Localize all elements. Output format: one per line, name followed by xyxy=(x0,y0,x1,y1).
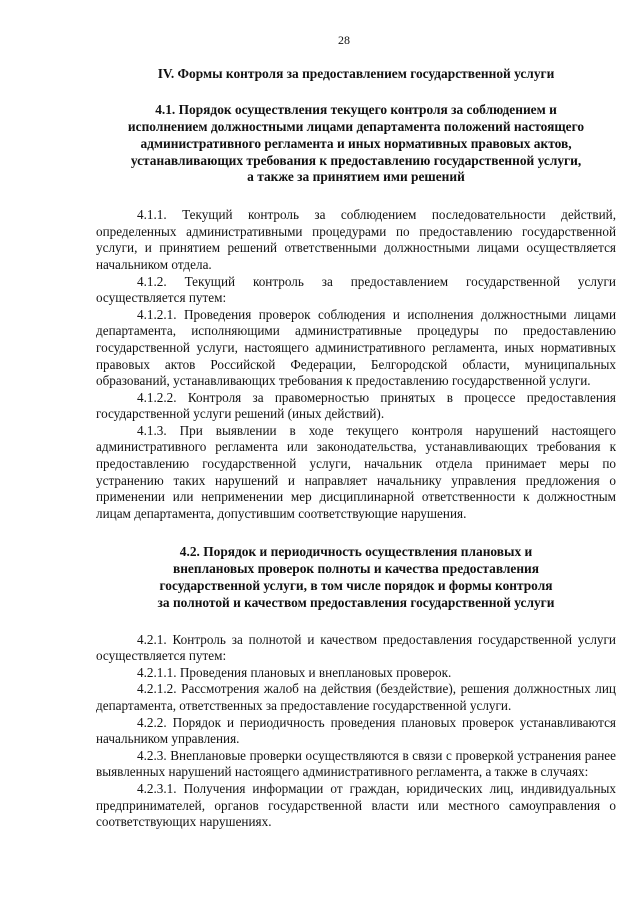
paragraph-4-2-3-1: 4.2.3.1. Получения информации от граждан, юридических лиц, индивидуальных предпринимателей, органов государственной власти или местного самоуправления о соответствующих нарушениях. xyxy=(96,780,616,830)
paragraph-4-1-2-2: 4.1.2.2. Контроля за правомерностью принятых в процессе предоставления государственной услуги решений (иных действий). xyxy=(96,389,616,422)
paragraph-4-2-1-2: 4.2.1.2. Рассмотрения жалоб на действия (бездействие), решения должностных лиц департамента, ответственных за предоставление государственной услуги. xyxy=(96,681,616,714)
paragraph-4-1-1: 4.1.1. Текущий контроль за соблюдением последовательности действий, определенных административными процедурами по предоставлению государственной услуги, и принятием решений ответственными должностными лицами осуществляется начальником отдела. xyxy=(96,207,616,272)
paragraph-4-1-3: 4.1.3. При выявлении в ходе текущего контроля нарушений настоящего административного регламента или законодательства, устанавливающих требования к предоставлению государственной услуги, начальник отдела принимает меры по устранению таких нарушений и направляет начальнику управления предложения о применении или неприменении мер дисциплинарной ответственности к должностным лицам департамента, допустившим соответствующие нарушения. xyxy=(96,422,616,521)
paragraph-4-2-3: 4.2.3. Внеплановые проверки осуществляются в связи с проверкой устранения ранее выявленных нарушений настоящего административного регламента, а также в случаях: xyxy=(96,747,616,780)
heading-4-1-line: а также за принятием ими решений xyxy=(247,169,465,185)
heading-4-2 xyxy=(96,544,616,611)
paragraph-4-2-1: 4.2.1. Контроль за полнотой и качеством предоставления государственной услуги осуществляется путем: xyxy=(96,631,616,664)
heading-4-2-line: 4.2. Порядок и периодичность осуществления плановых и xyxy=(179,544,533,560)
page-number: 28 xyxy=(338,33,350,47)
heading-4-1-line: устанавливающих требования к предоставлению государственной услуги, xyxy=(130,152,582,168)
paragraph-4-1-2-1: 4.1.2.1. Проведения проверок соблюдения и исполнения должностными лицами департамента, исполняющими административные процедуры по предоставлению государственной услуги, настоящего административного регламента, иных нормативных правовых актов Российской Федерации, Белгородской области, муниципальных образований, устанавливающих требования к предоставлению государственной услуги. xyxy=(96,306,616,389)
heading-4-2-line: за полнотой и качеством предоставления государственной услуги xyxy=(157,594,555,610)
heading-4-1-line: административного регламента и иных нормативных правовых актов, xyxy=(140,135,572,151)
paragraph-4-2-2: 4.2.2. Порядок и периодичность проведения плановых проверок устанавливаются начальником управления. xyxy=(96,714,616,747)
heading-4-1-line: 4.1. Порядок осуществления текущего контроля за соблюдением и xyxy=(155,102,557,118)
heading-4-2-line: государственной услуги, в том числе порядок и формы контроля xyxy=(159,578,553,594)
paragraph-4-1-2: 4.1.2. Текущий контроль за предоставлением государственной услуги осуществляется путем: xyxy=(96,273,616,306)
heading-4-1-line: исполнением должностными лицами департамента положений настоящего xyxy=(127,118,585,134)
paragraph-4-2-1-1: 4.2.1.1. Проведения плановых и внеплановых проверок. xyxy=(137,664,452,680)
heading-4-1 xyxy=(96,102,616,186)
heading-4-2-line: внеплановых проверок полноты и качества предоставления xyxy=(172,561,540,577)
section-title: IV. Формы контроля за предоставлением государственной услуги xyxy=(157,65,555,81)
